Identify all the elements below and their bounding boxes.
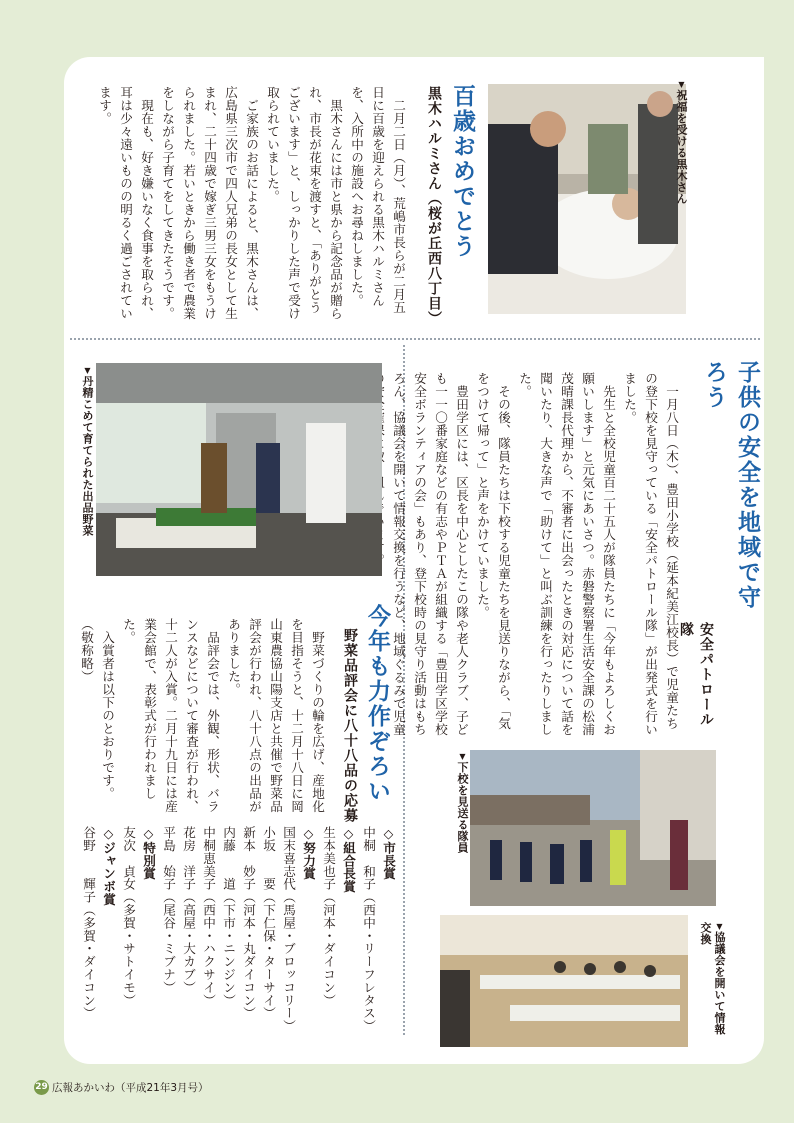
award-winner: 中桐恵美子（西中・ハクサイ） [201, 826, 216, 1007]
award-winner: 内藤 道（下市・ニンジン） [221, 826, 236, 1007]
award-winner: 国末喜志代（馬屋・ブロッコリー） [281, 826, 296, 1033]
page-number: 29 [34, 1080, 49, 1095]
paragraph: 二月二日（月）、荒嶋市長らが二月五日に百歳を迎えられる黒木ハルミさんを、入所中の施設へお尋ねしました。 [349, 86, 406, 314]
paragraph: その後、隊員たちは下校する児童たちを見送りながら、「気をつけて帰って」と声をかけていました。 [475, 372, 511, 730]
award-category: ◇市長賞 [381, 826, 396, 880]
centenarian-photo [488, 84, 686, 314]
section-divider [70, 338, 760, 340]
award-category: ◇組合長賞 [341, 826, 356, 893]
paragraph: ご家族のお話によると、黒木さんは、広島県三次市で四人兄弟の長女として生まれ、二十四歳で嫁ぎ三男三女をもうけられました。若いときから働き者で農業をしながら子育てをしてきたそうです。 [160, 86, 259, 320]
paragraph: 入賞者は以下のとおりです。（敬称略） [79, 618, 115, 800]
safety-body [391, 372, 682, 740]
award-winner: 生本美也子（河本・ダイコン） [321, 826, 336, 1007]
award-category: ◇特別賞 [141, 826, 156, 880]
award-winner: 小坂 要（下仁保・ターサイ） [261, 826, 276, 1020]
safety-title: 子供の安全を地域で守ろう [701, 360, 760, 610]
paragraph: 品評会では、外観、形状、バランスなどについて審査が行われ、十二人が入賞。二月十九日には産業会館で、表彰式が行われました。 [121, 618, 220, 813]
publication-name: 広報あかいわ（平成21年3月号） [52, 1082, 209, 1094]
vegetable-photo [96, 363, 382, 576]
paragraph: 野菜づくりの輪を広げ、産地化を目指そうと、十二月十八日に岡山東農協山陽支店と共催で野菜品評会が行われ、八十八点の出品がありました。 [226, 618, 325, 813]
award-winner: 谷野 輝子（多賀・ダイコン） [81, 826, 96, 1020]
triangle-icon: ▼ [677, 80, 686, 90]
award-category: ◇努力賞 [301, 826, 316, 880]
vegetable-subtitle: 野菜品評会に八十八品の応募 [342, 628, 358, 823]
award-winner: 花房 洋子（高屋・大カブ） [181, 826, 196, 994]
safety-subtitle: 安全パトロール隊 [678, 622, 714, 727]
triangle-icon: ▼ [83, 366, 92, 376]
patrol-photo [470, 750, 716, 906]
winner-list [78, 826, 398, 1036]
award-winner: 中桐 和子（西中・リーフレタス） [361, 826, 376, 1033]
meeting-photo [440, 915, 688, 1047]
centenarian-subtitle: 黒木ハルミさん（桜が丘西八丁目） [426, 86, 442, 326]
triangle-icon: ▼ [458, 752, 467, 762]
award-winner: 友次 貞女（多賀・サトイモ） [121, 826, 136, 1007]
paragraph: 現在も、好き嫌いなく食事を取られ、耳は少々遠いものの明るく過ごされています。 [97, 86, 154, 320]
award-winner: 新本 妙子（河本・丸ダイコン） [241, 826, 256, 1020]
vegetable-body [79, 618, 328, 818]
centenarian-body [97, 86, 409, 322]
centenarian-photo-caption: ▼祝福を受ける黒木さん [675, 80, 688, 205]
triangle-icon: ▼ [715, 922, 724, 932]
patrol-photo-caption: ▼下校を見送る隊員 [456, 752, 469, 854]
award-category: ◇ジャンボ賞 [101, 826, 116, 906]
vegetable-title: 今年も力作ぞろい [364, 604, 390, 804]
award-winner: 平島 始子（尾谷・ミブナ） [161, 826, 176, 994]
vegetable-photo-caption: ▼丹精こめて育てられた出品野菜 [81, 366, 94, 537]
paragraph: 豊田学区には、区長を中心としたこの隊や老人クラブ、子ども一一〇番家庭などの有志やＰＴＡが組織する「豊田学区学校安全ボランティアの会」もあり、登下校時の見守り活動はもちろん、協議会を開いて情報交換を行うなど、地域ぐるみで児童 [391, 372, 469, 736]
meeting-photo-caption: ▼協議会を開いて情報交換 [699, 922, 726, 1035]
paragraph: 一月八日（木）、豊田小学校（延本紀美江校長）で児童たちの登下校を見守っている「安全パトロール隊」が出発式を行いました。 [622, 372, 679, 736]
paragraph: 黒木さんには市と県から記念品が贈られ、市長が花束を渡すと、「ありがとうございます」と、しっかりした声で受け取られていました。 [265, 86, 343, 320]
centenarian-title: 百歳おめでとう [449, 84, 475, 259]
page-footer [34, 1080, 209, 1095]
paragraph: 先生と全校児童百二十五人が隊員たちに「今年もよろしくお願いします」と元気にあいさつ。赤磐警察署生活安全課の松浦茂晴課長代理から、不審者に出会ったときの対応について話を聞いたり、大きな声で「助けて」と叫ぶ訓練を行ったりしました。 [517, 372, 616, 736]
